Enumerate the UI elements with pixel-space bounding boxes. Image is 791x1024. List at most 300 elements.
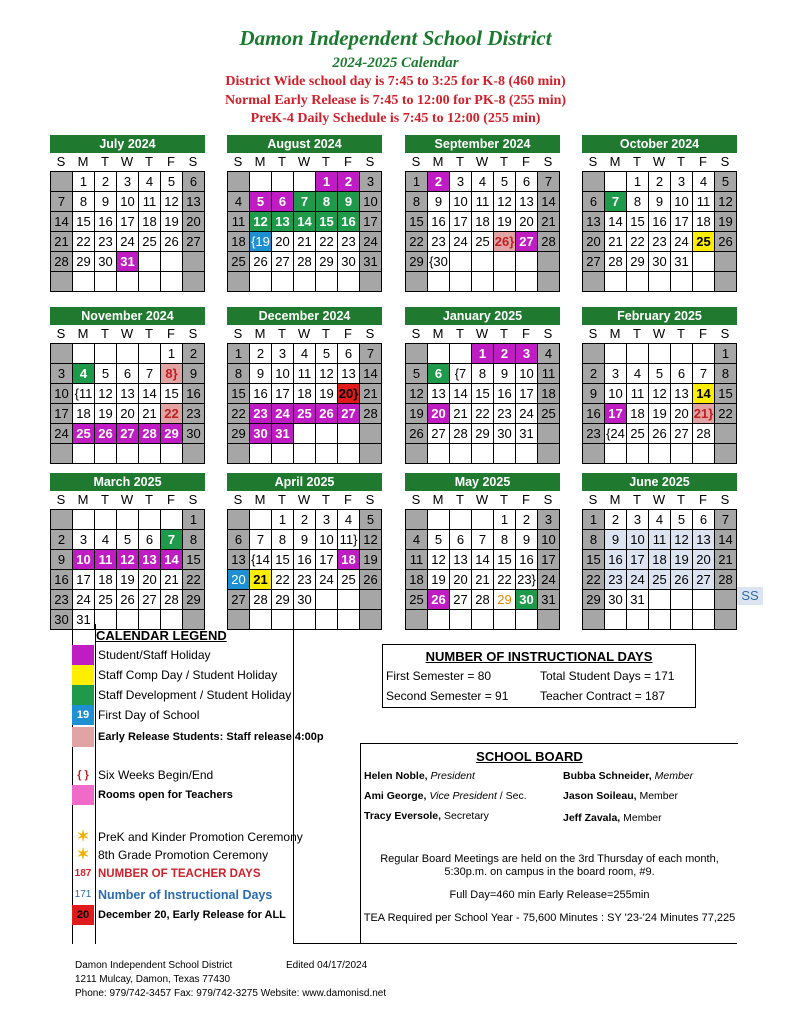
day-cell: 16 xyxy=(250,384,272,404)
day-cell: 29 xyxy=(472,424,494,444)
day-cell: 17 xyxy=(605,404,627,424)
day-cell: 25 xyxy=(693,232,715,252)
legend-instr-days xyxy=(72,885,272,905)
day-cell xyxy=(538,444,560,464)
day-cell: 21 xyxy=(538,212,560,232)
day-cell: 25 xyxy=(338,570,360,590)
legend-label: December 20, Early Release for ALL xyxy=(98,909,286,921)
member-extra: / Sec. xyxy=(496,790,527,802)
day-cell xyxy=(316,424,338,444)
day-cell: 6 xyxy=(117,364,139,384)
day-cell xyxy=(161,610,183,630)
day-cell xyxy=(272,610,294,630)
day-cell: 6 xyxy=(228,530,250,550)
day-cell xyxy=(450,510,472,530)
day-cell xyxy=(183,444,205,464)
day-cell: 6 xyxy=(583,192,605,212)
weekday-label: W xyxy=(297,326,311,341)
day-cell xyxy=(294,272,316,292)
day-cell xyxy=(671,444,693,464)
day-cell: 12 xyxy=(95,384,117,404)
day-cell: 28 xyxy=(538,232,560,252)
day-cell: 14 xyxy=(605,212,627,232)
day-cell: 30 xyxy=(338,252,360,272)
day-cell: 27 xyxy=(516,232,538,252)
day-cell xyxy=(583,272,605,292)
month-calendar xyxy=(50,307,205,464)
member-role: Secretary xyxy=(443,810,489,822)
day-cell xyxy=(316,444,338,464)
day-cell: 3 xyxy=(627,510,649,530)
day-cell xyxy=(406,344,428,364)
day-cell: 16 xyxy=(649,212,671,232)
day-cell: 7 xyxy=(538,172,560,192)
weekday-header xyxy=(405,491,560,509)
day-cell: 2 xyxy=(494,344,516,364)
weekday-header xyxy=(582,491,737,509)
day-cell: 5 xyxy=(250,192,272,212)
day-cell xyxy=(671,272,693,292)
day-cell xyxy=(428,610,450,630)
day-cell xyxy=(338,444,360,464)
legend-label: Staff Development / Student Holiday xyxy=(98,688,292,702)
day-cell: 12 xyxy=(117,550,139,570)
day-cell: 22 xyxy=(272,570,294,590)
swatch-blue: 19 xyxy=(72,705,94,725)
day-cell: 12 xyxy=(715,192,737,212)
day-cell: 10 xyxy=(450,192,472,212)
weekday-label: S xyxy=(411,326,421,341)
weekday-label: W xyxy=(475,154,489,169)
month-calendar xyxy=(582,307,737,464)
board-member xyxy=(563,770,693,782)
day-cell: 14 xyxy=(51,212,73,232)
day-cell xyxy=(51,172,73,192)
day-cell: 15 xyxy=(494,550,516,570)
day-cell: 18 xyxy=(338,550,360,570)
day-grid xyxy=(50,171,205,292)
day-cell xyxy=(649,444,671,464)
weekday-label: F xyxy=(522,492,530,507)
day-cell: 12 xyxy=(316,364,338,384)
day-cell: 30 xyxy=(294,590,316,610)
day-cell: 15 xyxy=(406,212,428,232)
day-cell xyxy=(161,444,183,464)
day-cell: 26 xyxy=(316,404,338,424)
day-grid xyxy=(227,343,382,464)
day-cell: 13 xyxy=(228,550,250,570)
day-cell: 5 xyxy=(715,172,737,192)
weekday-label: T xyxy=(500,492,508,507)
day-cell: 20 xyxy=(671,404,693,424)
day-grid xyxy=(405,343,560,464)
member-role: Vice President xyxy=(429,790,497,802)
month-title: March 2025 xyxy=(50,473,205,491)
day-cell: 15 xyxy=(228,384,250,404)
day-cell xyxy=(649,590,671,610)
weekday-label: M xyxy=(254,492,266,507)
day-cell: 1 xyxy=(715,344,737,364)
day-cell: 8 xyxy=(627,192,649,212)
swatch-red: 20 xyxy=(72,905,94,925)
legend-rooms-open xyxy=(72,785,233,805)
day-cell xyxy=(494,444,516,464)
day-cell: 18 xyxy=(627,404,649,424)
school-board-box xyxy=(360,743,738,944)
day-grid xyxy=(582,343,737,464)
day-cell xyxy=(117,272,139,292)
day-cell: 3 xyxy=(671,172,693,192)
weekday-label: F xyxy=(344,326,352,341)
day-cell: 13 xyxy=(139,550,161,570)
swatch-pink xyxy=(72,785,94,805)
day-cell xyxy=(51,272,73,292)
month-calendar xyxy=(582,135,737,292)
day-cell: 7 xyxy=(360,344,382,364)
day-cell xyxy=(338,272,360,292)
day-cell xyxy=(671,344,693,364)
day-cell: 3 xyxy=(117,172,139,192)
day-cell: 20 xyxy=(117,404,139,424)
day-cell: 23 xyxy=(95,232,117,252)
day-cell xyxy=(316,590,338,610)
day-cell: 18 xyxy=(538,384,560,404)
day-cell: 16 xyxy=(183,384,205,404)
day-cell: 15 xyxy=(627,212,649,232)
day-cell: 21 xyxy=(294,232,316,252)
day-cell: 24 xyxy=(316,570,338,590)
weekday-label: T xyxy=(278,492,286,507)
day-cell: 25 xyxy=(538,404,560,424)
weekday-header xyxy=(227,153,382,171)
day-cell: 13 xyxy=(338,364,360,384)
day-cell: 20 xyxy=(516,212,538,232)
day-cell: 21} xyxy=(693,404,715,424)
day-cell xyxy=(649,272,671,292)
day-cell: 5 xyxy=(161,172,183,192)
weekday-label: S xyxy=(56,326,66,341)
day-cell: 16 xyxy=(51,570,73,590)
day-grid xyxy=(582,509,737,630)
day-cell: 8 xyxy=(73,192,95,212)
day-cell: 26 xyxy=(649,424,671,444)
weekday-label: M xyxy=(609,154,621,169)
day-cell: 3 xyxy=(538,510,560,530)
day-cell: 25 xyxy=(627,424,649,444)
month-title: January 2025 xyxy=(405,307,560,325)
weekday-label: S xyxy=(588,326,598,341)
day-cell: 31 xyxy=(73,610,95,630)
day-cell: 18 xyxy=(406,570,428,590)
weekday-label: S xyxy=(365,326,375,341)
day-cell: 16 xyxy=(605,550,627,570)
day-cell xyxy=(693,610,715,630)
day-cell xyxy=(51,444,73,464)
day-cell: 12 xyxy=(428,550,450,570)
star-icon: ✶ xyxy=(76,828,90,845)
day-cell xyxy=(627,444,649,464)
day-cell xyxy=(406,272,428,292)
weekday-label: F xyxy=(344,154,352,169)
day-cell: 7 xyxy=(51,192,73,212)
day-cell xyxy=(360,272,382,292)
legend-label: PreK and Kinder Promotion Ceremony xyxy=(98,830,303,844)
day-cell: 4 xyxy=(139,172,161,192)
day-cell: 5 xyxy=(360,510,382,530)
day-cell: 29 xyxy=(228,424,250,444)
day-cell: 24 xyxy=(538,570,560,590)
day-cell: 5 xyxy=(494,172,516,192)
day-cell xyxy=(649,344,671,364)
member-name: Ami George, xyxy=(364,790,427,802)
day-cell: 18 xyxy=(649,550,671,570)
weekday-header xyxy=(227,491,382,509)
day-cell xyxy=(139,510,161,530)
weekday-label: S xyxy=(365,492,375,507)
day-cell: 20 xyxy=(228,570,250,590)
day-cell xyxy=(316,610,338,630)
legend-label: First Day of School xyxy=(98,708,200,722)
day-cell xyxy=(715,610,737,630)
day-cell: 17 xyxy=(73,570,95,590)
day-cell: 6 xyxy=(272,192,294,212)
day-cell: 22 xyxy=(494,570,516,590)
day-cell: 10 xyxy=(51,384,73,404)
day-cell xyxy=(73,344,95,364)
day-cell: 14 xyxy=(161,550,183,570)
day-cell: 30 xyxy=(51,610,73,630)
day-cell xyxy=(627,610,649,630)
instructional-title: NUMBER OF INSTRUCTIONAL DAYS xyxy=(425,649,653,664)
ss-marker: SS xyxy=(737,587,763,605)
day-cell: 13 xyxy=(450,550,472,570)
weekday-label: T xyxy=(456,154,464,169)
day-cell: 23 xyxy=(51,590,73,610)
weekday-label: W xyxy=(652,326,666,341)
day-cell: 8 xyxy=(183,530,205,550)
day-cell: 11 xyxy=(693,192,715,212)
weekday-label: T xyxy=(322,492,330,507)
day-cell: 20} xyxy=(338,384,360,404)
day-cell: 17 xyxy=(272,384,294,404)
day-cell: 31 xyxy=(627,590,649,610)
month-title: July 2024 xyxy=(50,135,205,153)
weekday-label: S xyxy=(543,154,553,169)
member-name: Tracy Eversole, xyxy=(364,810,442,822)
day-cell: 8 xyxy=(406,192,428,212)
day-cell xyxy=(250,610,272,630)
day-cell xyxy=(139,252,161,272)
day-cell xyxy=(294,172,316,192)
weekday-header xyxy=(405,153,560,171)
day-cell: 13 xyxy=(272,212,294,232)
day-cell: 14 xyxy=(360,364,382,384)
day-cell: 25 xyxy=(294,404,316,424)
day-cell xyxy=(250,510,272,530)
day-cell: 31 xyxy=(671,252,693,272)
day-cell: 8 xyxy=(316,192,338,212)
day-cell: 11 xyxy=(294,364,316,384)
day-cell: 8 xyxy=(472,364,494,384)
day-cell xyxy=(472,510,494,530)
day-cell xyxy=(693,272,715,292)
day-cell: 29 xyxy=(183,590,205,610)
day-cell: 29 xyxy=(272,590,294,610)
day-cell xyxy=(139,344,161,364)
day-cell xyxy=(139,610,161,630)
weekday-label: F xyxy=(167,492,175,507)
day-cell: 23} xyxy=(516,570,538,590)
day-cell xyxy=(139,444,161,464)
day-cell: 4 xyxy=(649,510,671,530)
day-cell xyxy=(183,252,205,272)
day-cell: 4 xyxy=(627,364,649,384)
weekday-label: W xyxy=(120,154,134,169)
weekday-label: S xyxy=(188,326,198,341)
day-cell: {24 xyxy=(605,424,627,444)
day-cell xyxy=(516,252,538,272)
day-cell: 24 xyxy=(51,424,73,444)
weekday-label: W xyxy=(652,492,666,507)
day-cell: 29 xyxy=(627,252,649,272)
day-cell: 14 xyxy=(538,192,560,212)
day-cell: 8 xyxy=(272,530,294,550)
day-cell xyxy=(649,610,671,630)
day-cell: 5 xyxy=(649,364,671,384)
day-grid xyxy=(50,343,205,464)
day-cell xyxy=(73,510,95,530)
day-cell: 19 xyxy=(360,550,382,570)
day-cell xyxy=(272,172,294,192)
day-cell xyxy=(228,272,250,292)
weekday-header xyxy=(50,153,205,171)
day-cell: 8 xyxy=(228,364,250,384)
day-cell: 23 xyxy=(494,404,516,424)
weekday-label: T xyxy=(145,154,153,169)
day-cell: 3 xyxy=(272,344,294,364)
day-cell: 7 xyxy=(294,192,316,212)
day-cell: 17 xyxy=(516,384,538,404)
day-cell xyxy=(161,252,183,272)
day-grid xyxy=(405,171,560,292)
day-cell: 1 xyxy=(494,510,516,530)
legend-label: Number of Instructional Days xyxy=(98,888,273,902)
day-cell: 21 xyxy=(450,404,472,424)
day-cell: 2 xyxy=(183,344,205,364)
day-cell xyxy=(161,510,183,530)
day-cell: 27 xyxy=(693,570,715,590)
day-cell: 10 xyxy=(316,530,338,550)
day-cell: 19 xyxy=(428,570,450,590)
day-cell: 13 xyxy=(117,384,139,404)
day-cell: 1 xyxy=(272,510,294,530)
day-cell: 1 xyxy=(472,344,494,364)
day-cell xyxy=(406,510,428,530)
day-cell: 18 xyxy=(139,212,161,232)
day-cell: 1 xyxy=(73,172,95,192)
day-cell: 15 xyxy=(316,212,338,232)
instructional-days-box xyxy=(382,644,696,708)
day-cell: 22 xyxy=(627,232,649,252)
member-name: Jason Soileau, xyxy=(563,790,637,802)
day-cell: {14 xyxy=(250,550,272,570)
day-cell: 12 xyxy=(649,384,671,404)
day-cell: 22 xyxy=(73,232,95,252)
day-cell: 3 xyxy=(316,510,338,530)
weekday-label: T xyxy=(101,326,109,341)
day-cell xyxy=(360,424,382,444)
day-cell: 6 xyxy=(338,344,360,364)
legend-first-day xyxy=(72,705,199,725)
day-cell: 20 xyxy=(583,232,605,252)
swatch-purple xyxy=(72,645,94,665)
weekday-label: T xyxy=(145,492,153,507)
day-cell: 31 xyxy=(360,252,382,272)
weekday-label: S xyxy=(233,492,243,507)
day-cell: 18 xyxy=(472,212,494,232)
day-cell: 6 xyxy=(183,172,205,192)
day-cell: 19 xyxy=(649,404,671,424)
day-cell: 6 xyxy=(139,530,161,550)
day-cell xyxy=(516,444,538,464)
day-cell: 25 xyxy=(139,232,161,252)
day-cell: 13 xyxy=(583,212,605,232)
day-cell: 13 xyxy=(516,192,538,212)
day-cell: 25 xyxy=(406,590,428,610)
calendar-subtitle: 2024-2025 Calendar xyxy=(332,55,459,71)
footer-rule xyxy=(293,943,737,944)
weekday-label: T xyxy=(677,326,685,341)
day-cell: 21 xyxy=(161,570,183,590)
day-cell: 20 xyxy=(428,404,450,424)
day-cell: 12 xyxy=(360,530,382,550)
day-cell: 15 xyxy=(583,550,605,570)
day-cell xyxy=(228,172,250,192)
month-calendar xyxy=(405,135,560,292)
board-title: SCHOOL BOARD xyxy=(476,749,583,764)
day-cell: 14 xyxy=(472,550,494,570)
day-length: Full Day=460 min Early Release=255min xyxy=(449,889,650,901)
weekday-label: T xyxy=(101,154,109,169)
day-cell: 24 xyxy=(117,232,139,252)
weekday-label: M xyxy=(432,492,444,507)
day-cell: 1 xyxy=(406,172,428,192)
day-cell: 23 xyxy=(428,232,450,252)
day-cell: 10 xyxy=(671,192,693,212)
day-cell xyxy=(715,444,737,464)
day-cell: 30 xyxy=(605,590,627,610)
day-cell: 22 xyxy=(583,570,605,590)
day-cell: 26 xyxy=(250,252,272,272)
member-role: Member xyxy=(654,770,694,782)
day-cell xyxy=(294,444,316,464)
day-cell: 1 xyxy=(316,172,338,192)
second-semester: Second Semester = 91 xyxy=(386,689,509,703)
day-cell: 3 xyxy=(360,172,382,192)
legend-label: 8th Grade Promotion Ceremony xyxy=(98,848,269,862)
day-cell xyxy=(316,272,338,292)
day-cell xyxy=(450,252,472,272)
day-cell xyxy=(472,272,494,292)
day-cell: 9 xyxy=(516,530,538,550)
star-icon: ✶ xyxy=(76,846,90,863)
day-cell: 2 xyxy=(516,510,538,530)
day-cell xyxy=(627,344,649,364)
weekday-header xyxy=(50,491,205,509)
month-title: August 2024 xyxy=(227,135,382,153)
weekday-label: M xyxy=(254,326,266,341)
day-cell xyxy=(671,610,693,630)
